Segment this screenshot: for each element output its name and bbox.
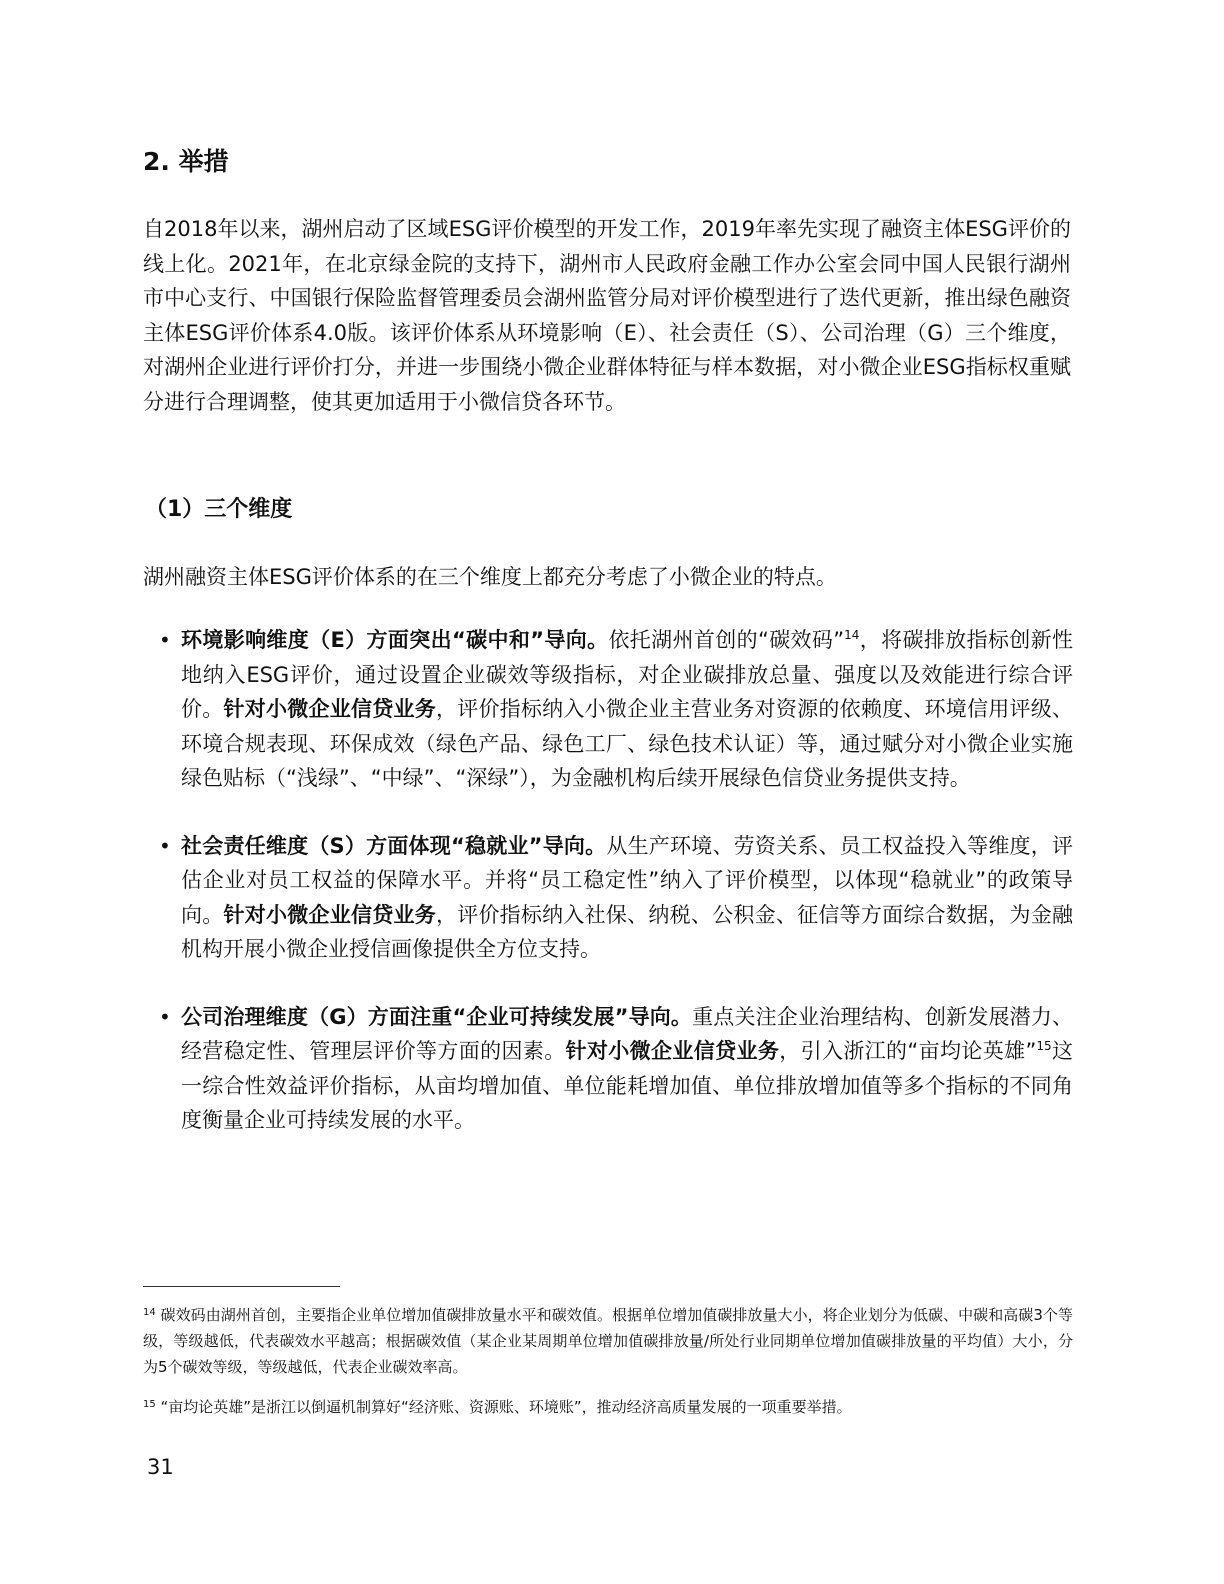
bullet-text: 依托湖州首创的“碳效码” (608, 628, 845, 652)
footnote-15 (143, 1394, 1073, 1420)
bullet-emphasis: 针对小微企业信贷业务 (223, 697, 436, 721)
bullet-heading-governance: 公司治理维度（G）方面注重“企业可持续发展”导向。 (181, 1004, 693, 1029)
bullet-marker: • (159, 833, 171, 858)
footnote-14 (143, 1302, 1073, 1380)
bullet-environment (143, 623, 1073, 796)
bullet-text: ，引入浙江的“亩均论英雄” (779, 1039, 1037, 1063)
dimension-list (143, 623, 1073, 1138)
intro-paragraph: 自2018年以来，湖州启动了区域ESG评价模型的开发工作，2019年率先实现了融资主体ESG评价的线上化。2021年，在北京绿金院的支持下，湖州市人民政府金融工作办公室会同中国人民银行湖州市中心支行、中国银行保险监督管理委员会湖州监管分局对评价模型进行了迭代更新，推出绿色融资主体ESG评价体系4.0版。该评价体系从环境影响（E）、社会责任（S）、公司治理（G）三个维度，对湖州企业进行评价打分，并进一步围绕小微企业群体特征与样本数据，对小微企业ESG指标权重赋分进行合理调整，使其更加适用于小微信贷各环节。 (143, 217, 1071, 414)
bullet-text: ，评价指标纳入小微企业主营业务对资源的依赖度、环境信用评级、环境合规表现、环保成效（绿色产品、绿色工厂、绿色技术认证）等，通过赋分对小微企业实施绿色贴标（“浅绿”、“中绿”、“深绿”），为金融机构后续开展绿色信贷业务提供支持。 (181, 697, 1074, 790)
footnote-number: 15 (143, 1399, 156, 1410)
bullet-heading-environment: 环境影响维度（E）方面突出“碳中和”导向。 (181, 628, 609, 652)
bullet-text: ，将碳排放指标创新性地纳入ESG评价，通过设置企业碳效等级指标，对企业碳排放总量、强度以及效能进行综合评价。 (181, 628, 1073, 721)
footnote-divider (143, 1286, 340, 1287)
footnote-text: “亩均论英雄”是浙江以倒逼机制算好“经济账、资源账、环境账”，推动经济高质量发展的一项重要举措。 (155, 1398, 852, 1416)
bullet-text: 这一综合性效益评价指标，从亩均增加值、单位能耗增加值、单位排放增加值等多个指标的不同角度衡量企业可持续发展的水平。 (181, 1039, 1074, 1132)
bullet-marker: • (159, 628, 171, 652)
bullet-text: ，评价指标纳入社保、纳税、公积金、征信等方面综合数据，为金融机构开展小微企业授信画像提供全方位支持。 (181, 902, 1074, 961)
section-title: 2. 举措 (143, 147, 229, 176)
lead-paragraph: 湖州融资主体ESG评价体系的在三个维度上都充分考虑了小微企业的特点。 (143, 565, 837, 589)
subsection-title: （1）三个维度 (145, 497, 293, 522)
footnote-ref-15[interactable]: 15 (1036, 1039, 1052, 1053)
bullet-emphasis: 针对小微企业信贷业务 (223, 902, 436, 927)
footnote-number: 14 (143, 1307, 156, 1318)
bullet-marker: • (159, 1004, 171, 1029)
bullet-social (143, 829, 1073, 967)
page-number: 31 (147, 1455, 174, 1479)
bullet-text: 重点关注企业治理结构、创新发展潜力、经营稳定性、管理层评价等方面的因素。 (181, 1004, 1074, 1063)
footnote-text: 碳效码由湖州首创，主要指企业单位增加值碳排放量水平和碳效值。根据单位增加值碳排放量大小，将企业划分为低碳、中碳和高碳3个等级，等级越低，代表碳效水平越高；根据碳效值（某企业某周期单位增加值碳排放量/所处行业同期单位增加值碳排放量的平均值）大小，分为5个碳效等级，等级越低，代表企业碳效率高。 (143, 1306, 1073, 1376)
bullet-text: 从生产环境、劳资关系、员工权益投入等维度，评估企业对员工权益的保障水平。并将“员工稳定性”纳入了评价模型，以体现“稳就业”的政策导向。 (181, 833, 1073, 927)
bullet-governance (143, 1000, 1073, 1138)
footnotes (143, 1302, 1073, 1420)
footnote-ref-14[interactable]: 14 (844, 628, 860, 642)
bullet-emphasis: 针对小微企业信贷业务 (565, 1039, 780, 1063)
bullet-heading-social: 社会责任维度（S）方面体现“稳就业”导向。 (181, 833, 607, 858)
